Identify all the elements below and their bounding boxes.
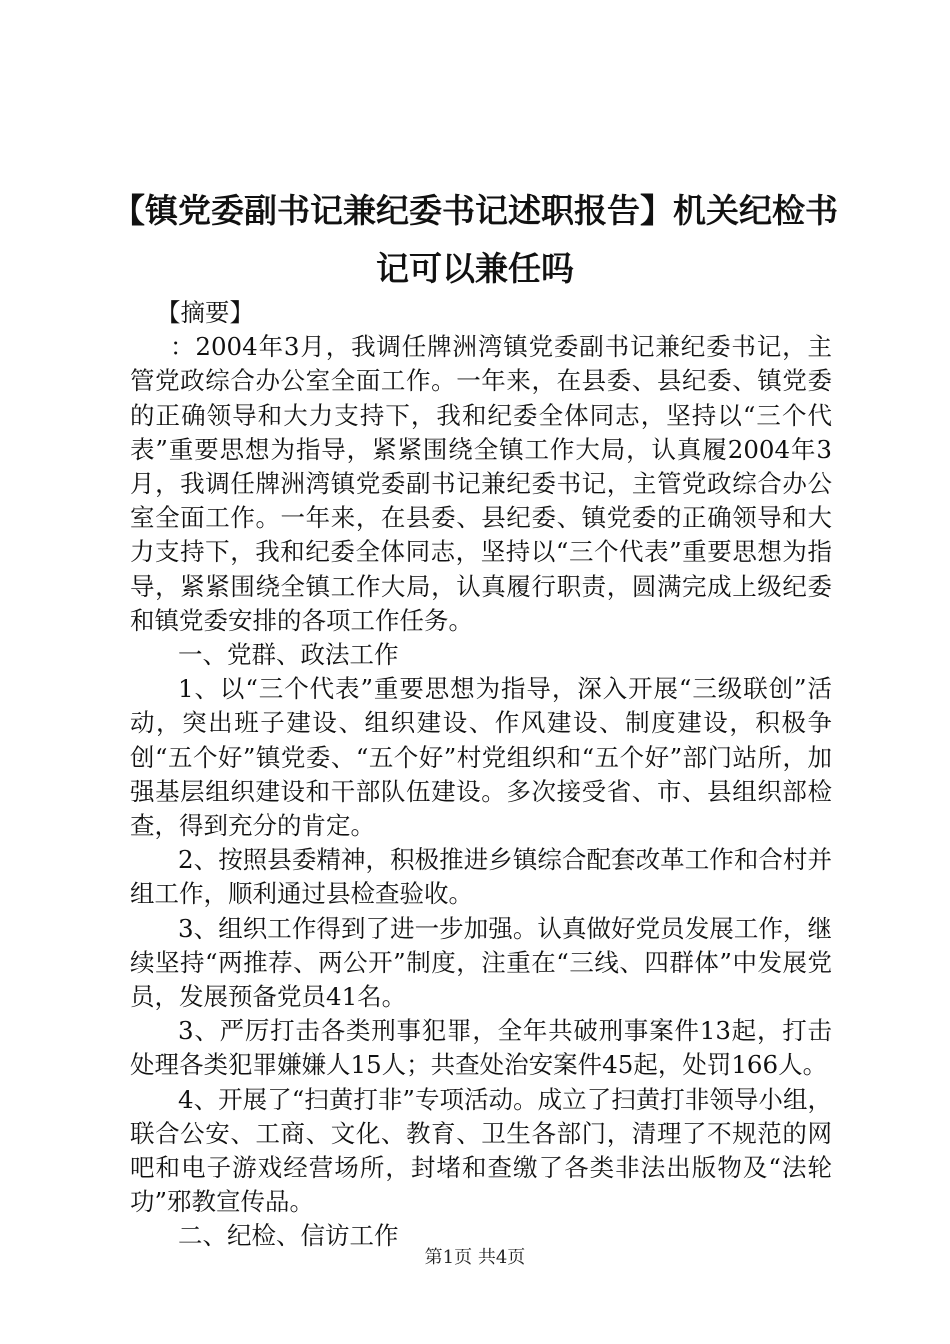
section-heading-party-politics: 一、党群、政法工作 — [178, 640, 399, 670]
body-paragraph: 2、按照县委精神，积极推进乡镇综合配套改革工作和合村并组工作，顺利通过县检查验收。 — [130, 845, 832, 909]
section-heading-discipline-petition: 二、纪检、信访工作 — [178, 1221, 399, 1251]
body-paragraph: 3、严厉打击各类刑事犯罪，全年共破刑事案件13起，打击处理各类犯罪嫌嫌人15人；共查处治安案件45起，处罚166人。 — [130, 1016, 832, 1080]
page-footer: 第1页 共4页 — [424, 1247, 526, 1268]
abstract-label: 【摘要】 — [156, 298, 254, 327]
body-paragraph: 1、以“三个代表”重要思想为指导，深入开展“三级联创”活动，突出班子建设、组织建设、作风建设、制度建设，积极争创“五个好”镇党委、“五个好”村党组织和“五个好”部门站所，加强基层组织建设和干部队伍建设。多次接受省、市、县组织部检查，得到充分的肯定。 — [130, 674, 832, 841]
document-title: 【镇党委副书记兼纪委书记述职报告】机关纪检书记可以兼任吗 — [112, 191, 838, 288]
body-paragraph: 4、开展了“扫黄打非”专项活动。成立了扫黄打非领导小组，联合公安、工商、文化、教育、卫生各部门，清理了不规范的网吧和电子游戏经营场所，封堵和查缴了各类非法出版物及“法轮功”邪教宣传品。 — [130, 1084, 832, 1217]
document-body — [130, 296, 832, 1254]
body-paragraph: 3、组织工作得到了进一步加强。认真做好党员发展工作，继续坚持“两推荐、两公开”制度，注重在“三线、四群体”中发展党员，发展预备党员41名。 — [130, 913, 832, 1012]
abstract-paragraph: ：2004年3月，我调任牌洲湾镇党委副书记兼纪委书记，主管党政综合办公室全面工作。一年来，在县委、县纪委、镇党委的正确领导和大力支持下，我和纪委全体同志，坚持以“三个代表”重要思想为指导，紧紧围绕全镇工作大局，认真履2004年3月，我调任牌洲湾镇党委副书记兼纪委书记，主管党政综合办公室全面工作。一年来，在县委、县纪委、镇党委的正确领导和大力支持下，我和纪委全体同志，坚持以“三个代表”重要思想为指导，紧紧围绕全镇工作大局，认真履行职责，圆满完成上级纪委和镇党委安排的各项工作任务。 — [130, 332, 832, 635]
